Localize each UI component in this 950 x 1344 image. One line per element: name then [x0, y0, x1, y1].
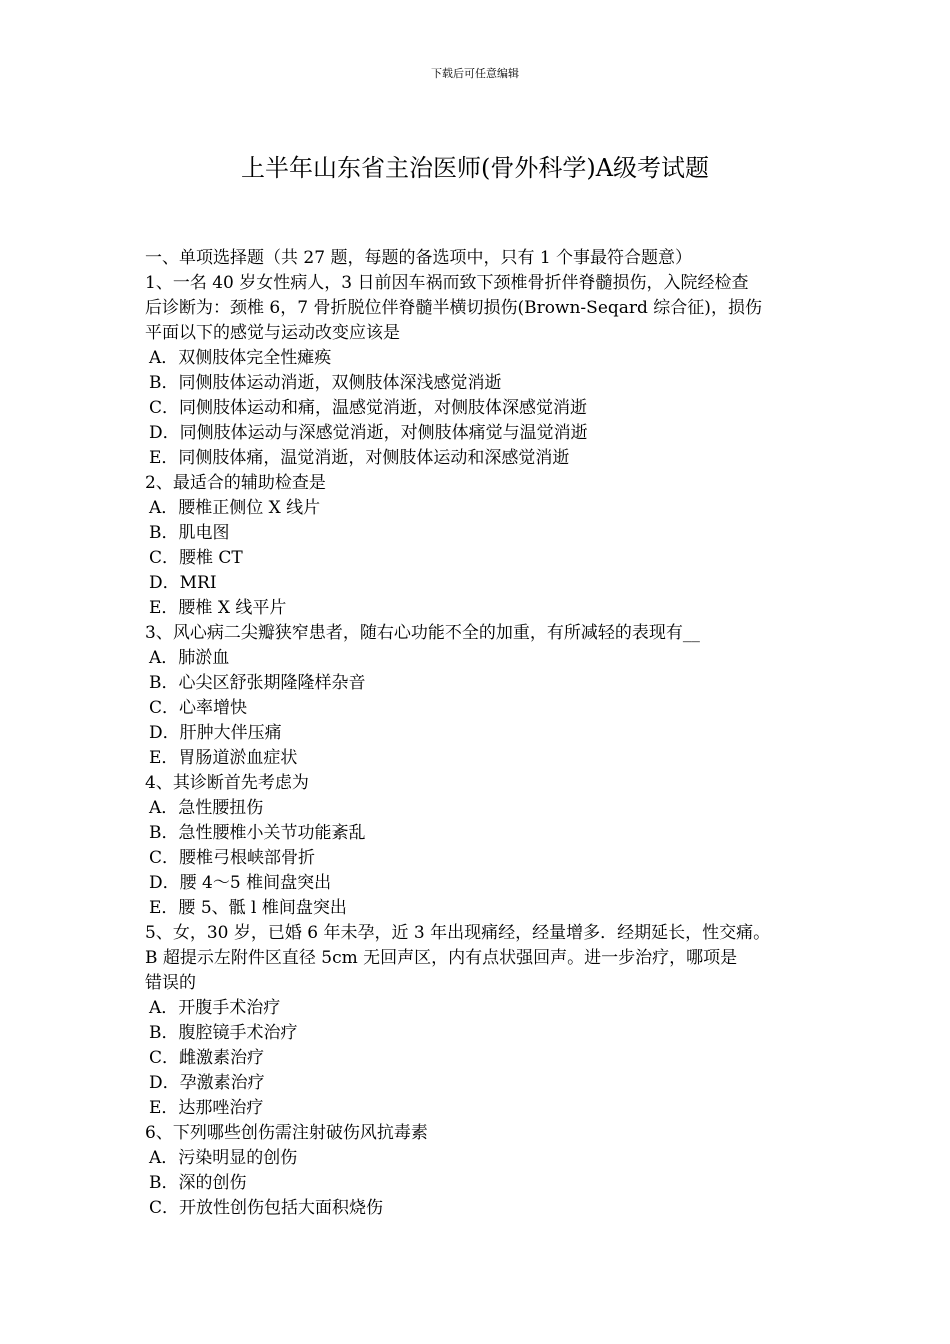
answer-option: A．污染明显的创伤 — [149, 1148, 298, 1168]
answer-option: B．同侧肢体运动消逝，双侧肢体深浅感觉消逝 — [149, 373, 502, 393]
answer-option: C．腰椎 CT — [149, 548, 243, 568]
section-heading: 一、单项选择题（共 27 题，每题的备选项中，只有 1 个事最符合题意） — [145, 248, 693, 268]
answer-option: D．腰 4～5 椎间盘突出 — [149, 873, 332, 893]
answer-option: A．双侧肢体完全性瘫痪 — [149, 348, 332, 368]
answer-option: E．腰椎 X 线平片 — [149, 598, 287, 618]
question-stem-line: 2、最适合的辅助检查是 — [145, 473, 326, 493]
question-stem-line: 平面以下的感觉与运动改变应该是 — [145, 323, 400, 343]
question-stem-line: 1、一名 40 岁女性病人，3 日前因车祸而致下颈椎骨折伴脊髓损伤，入院经检查 — [145, 273, 749, 293]
answer-option: E．腰 5、骶 l 椎间盘突出 — [149, 898, 347, 918]
question-stem-line: B 超提示左附件区直径 5cm 无回声区，内有点状强回声。进一步治疗，哪项是 — [145, 948, 738, 968]
answer-option: E．达那唑治疗 — [149, 1098, 264, 1118]
question-list — [145, 271, 825, 1221]
answer-option: B．急性腰椎小关节功能紊乱 — [149, 823, 366, 843]
answer-option: A．急性腰扭伤 — [149, 798, 264, 818]
question-3 — [145, 621, 825, 771]
answer-option: D．孕激素治疗 — [149, 1073, 265, 1093]
answer-option: C．开放性创伤包括大面积烧伤 — [149, 1198, 384, 1218]
answer-option: A．腰椎正侧位 X 线片 — [149, 498, 321, 518]
document-title: 上半年山东省主治医师(骨外科学)A级考试题 — [240, 154, 710, 182]
answer-option: B．心尖区舒张期隆隆样杂音 — [149, 673, 366, 693]
question-stem-line: 5、女，30 岁，已婚 6 年未孕，近 3 年出现痛经，经量增多．经期延长，性交痛。 — [145, 923, 771, 943]
question-stem-line: 错误的 — [145, 973, 196, 993]
answer-option: C．同侧肢体运动和痛，温感觉消逝，对侧肢体深感觉消逝 — [149, 398, 588, 418]
question-stem-line: 6、下列哪些创伤需注射破伤风抗毒素 — [145, 1123, 428, 1143]
answer-option: D．同侧肢体运动与深感觉消逝，对侧肢体痛觉与温觉消逝 — [149, 423, 588, 443]
header-note: 下载后可任意编辑 — [431, 67, 519, 80]
answer-option: E．胃肠道淤血症状 — [149, 748, 298, 768]
document-body — [145, 246, 825, 1221]
answer-option: A．肺淤血 — [149, 648, 230, 668]
question-2 — [145, 471, 825, 621]
answer-option: E．同侧肢体痛，温觉消逝，对侧肢体运动和深感觉消逝 — [149, 448, 570, 468]
question-1 — [145, 271, 825, 471]
question-stem-line: 4、其诊断首先考虑为 — [145, 773, 309, 793]
answer-option: C．腰椎弓根峡部骨折 — [149, 848, 316, 868]
answer-option: B．肌电图 — [149, 523, 230, 543]
question-4 — [145, 771, 825, 921]
question-stem-line: 后诊断为：颈椎 6，7 骨折脱位伴脊髓半横切损伤(Brown-Seqard 综合征)，损伤 — [145, 298, 762, 318]
answer-option: B．深的创伤 — [149, 1173, 247, 1193]
answer-option: A．开腹手术治疗 — [149, 998, 281, 1018]
question-5 — [145, 921, 825, 1121]
question-6 — [145, 1121, 825, 1221]
answer-option: B．腹腔镜手术治疗 — [149, 1023, 298, 1043]
question-stem-line: 3、风心病二尖瓣狭窄患者，随右心功能不全的加重，有所减轻的表现有__ — [145, 623, 700, 643]
answer-option: D．肝肿大伴压痛 — [149, 723, 282, 743]
answer-option: D．MRI — [149, 573, 217, 593]
answer-option: C．心率增快 — [149, 698, 248, 718]
answer-option: C．雌激素治疗 — [149, 1048, 265, 1068]
